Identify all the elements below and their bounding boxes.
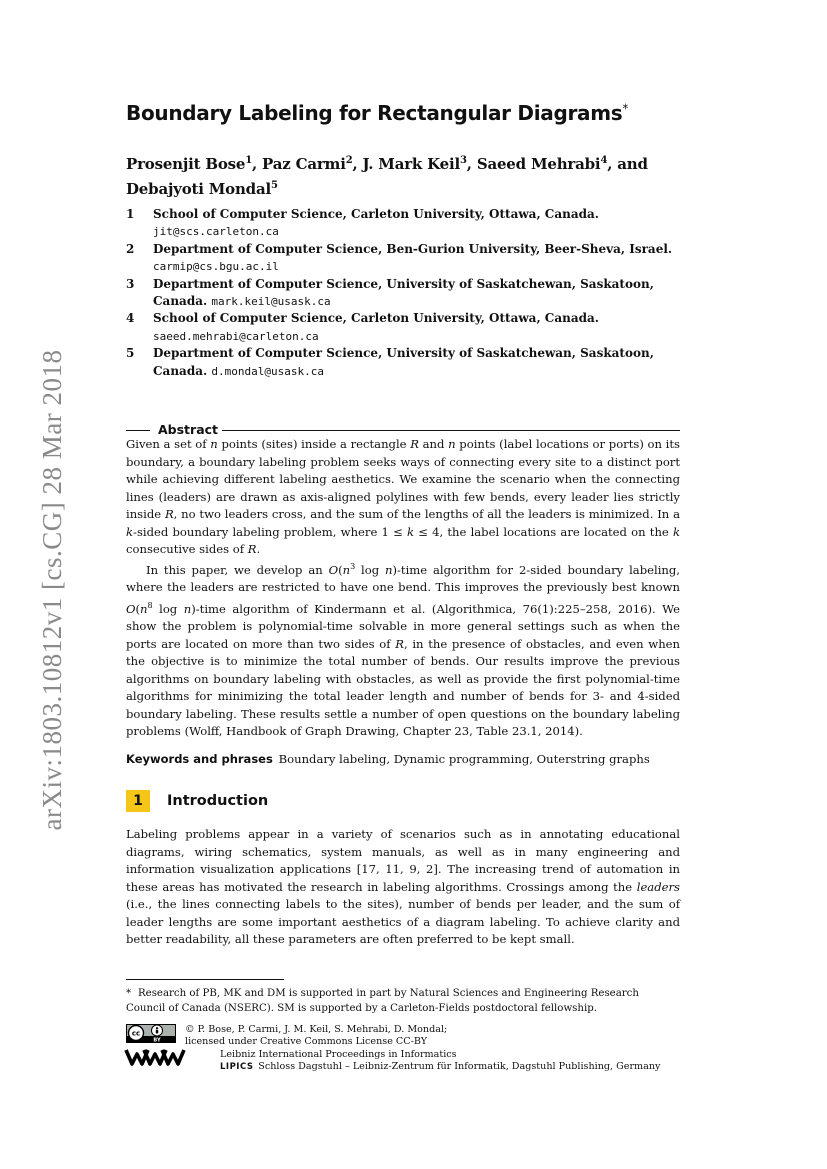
abstract-heading <box>126 423 680 437</box>
affiliation-text <box>153 345 686 380</box>
abstract-rule-right <box>222 430 680 431</box>
author-affiliation-mark: 1 <box>245 155 252 166</box>
affiliation-item <box>126 241 686 276</box>
paper-title <box>126 101 726 125</box>
author-separator: , and <box>607 155 648 173</box>
author-list <box>126 150 686 200</box>
affiliation-email[interactable]: saeed.mehrabi@carleton.ca <box>153 329 319 343</box>
affiliation-number: 2 <box>126 241 135 256</box>
abstract-paragraph-2: In this paper, we develop an $O(n^3$ log n)-time algorithm for 2-sided boundary labeling, where the leaders are restricted to have one bend. This improves the previously best known $O(n^8$ log n)-time algorithm of Kindermann et al. (Algorithmica, 76(1):225–258, 2016). We show the problem is polynomial-time solvable in more general settings such as when the ports are located on more than two sides of R, in the presence of obstacles, and even when the objective is to minimize the total number of bends. Our results improve the previous algorithms on boundary labeling with obstacles, as well as provide the first polynomial-time algorithms for minimizing the total leader length and number of bends for 3- and 4-sided boundary labeling. These results settle a number of open questions on the boundary labeling problems (Wolff, Handbook of Graph Drawing, Chapter 23, Table 23.1, 2014). <box>126 562 681 739</box>
author-name: Paz Carmi <box>262 155 346 173</box>
author-name: Debajyoti Mondal <box>126 180 271 198</box>
author-affiliation-mark: 5 <box>270 180 278 191</box>
author-name: Prosenjit Bose <box>126 155 246 173</box>
copyright-line-2: licensed under Creative Commons License CC-BY <box>185 1035 428 1047</box>
affiliation-email[interactable]: jit@scs.carleton.ca <box>153 225 279 239</box>
author-name: Saeed Mehrabi <box>476 155 601 173</box>
by-label: BY <box>153 1037 161 1043</box>
affiliation-item <box>126 345 686 380</box>
affiliation-item <box>126 276 686 311</box>
affiliation-institution: School of Computer Science, Carleton University, Ottawa, Canada. <box>153 207 599 221</box>
author-separator: , <box>466 155 477 173</box>
title-footnote-mark: * <box>622 101 629 116</box>
affiliation-email[interactable]: carmip@cs.bgu.ac.il <box>153 260 279 274</box>
section-number: 1 <box>126 790 150 812</box>
footnote <box>126 987 680 1016</box>
footnote-mark: * <box>126 988 132 999</box>
affiliation-text <box>153 276 686 311</box>
lipics-block <box>220 1049 680 1074</box>
affiliation-list <box>126 206 686 380</box>
copyright-line-1: © P. Bose, P. Carmi, J. M. Keil, S. Mehrabi, D. Mondal; <box>185 1024 448 1035</box>
copyright-block <box>185 1024 485 1048</box>
affiliation-institution: Department of Computer Science, Ben-Gurion University, Beer-Sheva, Israel. <box>153 241 673 256</box>
affiliation-text <box>153 310 686 345</box>
affiliation-text <box>153 206 686 241</box>
author-name: J. Mark Keil <box>362 155 460 173</box>
abstract-rule-left <box>126 430 150 431</box>
footnote-text: Research of PB, MK and DM is supported in part by Natural Sciences and Engineering Research Council of Canada (NSERC). SM is supported by a Carleton-Fields postdoctoral fellowship. <box>126 988 639 1014</box>
affiliation-institution: Department of Computer Science, University of Saskatchewan, Saskatoon, Canada. <box>153 276 654 309</box>
keywords-label: Keywords and phrases <box>126 752 273 766</box>
by-icon <box>152 1025 163 1036</box>
cc-icon <box>129 1026 144 1041</box>
affiliation-email[interactable]: d.mondal@usask.ca <box>211 364 324 378</box>
affiliation-institution: Department of Computer Science, University of Saskatchewan, Saskatoon, Canada. <box>153 346 654 378</box>
affiliation-item <box>126 206 686 241</box>
author-affiliation-mark: 4 <box>600 155 608 166</box>
lipics-logo-icon <box>124 1046 217 1068</box>
paper-title-text: Boundary Labeling for Rectangular Diagrams <box>126 101 623 125</box>
author-affiliation-mark: 3 <box>460 155 467 166</box>
affiliation-institution: School of Computer Science, Carleton University, Ottawa, Canada. <box>153 311 599 326</box>
affiliation-item <box>126 310 686 345</box>
abstract-paragraph-1: Given a set of n points (sites) inside a rectangle R and n points (label locations or ports) on its boundary, a boundary labeling problem seeks ways of connecting every site to a distinct port while achieving different labeling aesthetics. We examine the scenario when the connecting lines (leaders) are drawn as axis-aligned polylines with few bends, every leader lies strictly inside R, no two leaders cross, and the sum of the lengths of all the leaders is minimized. In a k-sided boundary labeling problem, where 1 ≤ k ≤ 4, the label locations are located on the k consecutive sides of R. <box>126 437 681 556</box>
keywords-value: Boundary labeling, Dynamic programming, Outerstring graphs <box>278 752 650 766</box>
affiliation-text <box>153 241 686 276</box>
lipics-label: LIPICS <box>220 1061 254 1072</box>
lipics-line-2: Schloss Dagstuhl – Leibniz-Zentrum für Informatik, Dagstuhl Publishing, Germany <box>258 1060 661 1072</box>
author-separator: , <box>352 155 363 173</box>
section-title: Introduction <box>167 793 269 809</box>
affiliation-number: 5 <box>126 346 135 361</box>
introduction-paragraph: Labeling problems appear in a variety of scenarios such as in annotating educational diagrams, wiring schematics, system manuals, as well as in many engineering and information visualization applications [17, 11, 9, 2]. The increasing trend of automation in these areas has motivated the research in labeling algorithms. Crossings among the leaders (i.e., the lines connecting labels to the sites), number of bends per leader, and the sum of leader lengths are some important aesthetics of a diagram labeling. To achieve clarity and better readability, all these parameters are often preferred to be kept small. <box>126 827 680 946</box>
arxiv-identifier: arXiv:1803.10812v1 [cs.CG] 28 Mar 2018 <box>37 349 67 831</box>
affiliation-number: 1 <box>126 207 135 221</box>
affiliation-number: 3 <box>126 276 135 291</box>
lipics-line-1: Leibniz International Proceedings in Informatics <box>220 1049 457 1060</box>
abstract-label: Abstract <box>158 422 219 437</box>
affiliation-number: 4 <box>126 311 135 326</box>
author-affiliation-mark: 2 <box>345 155 353 166</box>
affiliation-email[interactable]: mark.keil@usask.ca <box>211 295 331 309</box>
svg-text:cc: cc <box>131 1029 141 1038</box>
section-heading <box>126 790 268 812</box>
author-separator: , <box>252 155 263 173</box>
footnote-rule <box>126 979 284 980</box>
cc-by-badge <box>126 1024 176 1043</box>
keywords <box>126 752 686 766</box>
